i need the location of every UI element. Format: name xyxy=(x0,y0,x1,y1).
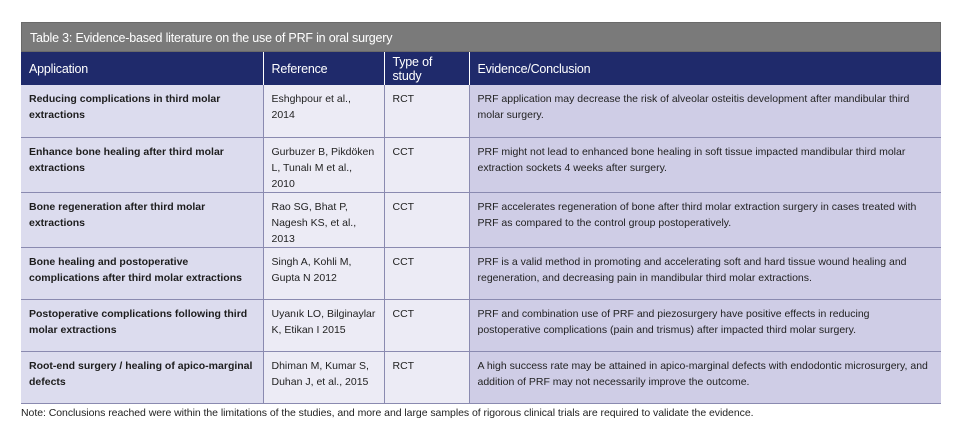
cell-evidence: A high success rate may be attained in apico-marginal defects with endodontic microsurgery, and addition of PRF may not necessarily improve the outcome. xyxy=(469,351,941,403)
table-row xyxy=(21,351,941,403)
cell-type: RCT xyxy=(384,85,469,137)
cell-type: CCT xyxy=(384,137,469,192)
cell-evidence: PRF is a valid method in promoting and accelerating soft and hard tissue wound healing and regeneration, and decreasing pain in mandibular third molar extractions. xyxy=(469,247,941,299)
cell-reference: Eshghpour et al., 2014 xyxy=(263,85,384,137)
cell-application: Reducing complications in third molar extractions xyxy=(21,85,263,137)
table-row xyxy=(21,85,941,137)
table-footnote: Note: Conclusions reached were within the limitations of the studies, and more and large samples of rigorous clinical trials are required to validate the evidence. xyxy=(21,407,754,419)
header-reference: Reference xyxy=(263,52,384,85)
cell-evidence: PRF might not lead to enhanced bone healing in soft tissue impacted mandibular third molar extraction sockets 4 weeks after surgery. xyxy=(469,137,941,192)
table-row xyxy=(21,192,941,247)
cell-evidence: PRF accelerates regeneration of bone after third molar extraction surgery in cases treated with PRF as compared to the control group postoperatively. xyxy=(469,192,941,247)
cell-reference: Singh A, Kohli M, Gupta N 2012 xyxy=(263,247,384,299)
header-application: Application xyxy=(21,52,263,85)
cell-type: CCT xyxy=(384,192,469,247)
table-header-row xyxy=(21,52,941,85)
cell-reference: Gurbuzer B, Pikdöken L, Tunalı M et al., 2010 xyxy=(263,137,384,192)
cell-reference: Dhiman M, Kumar S, Duhan J, et al., 2015 xyxy=(263,351,384,403)
cell-application: Bone healing and postoperative complications after third molar extractions xyxy=(21,247,263,299)
cell-application: Bone regeneration after third molar extractions xyxy=(21,192,263,247)
cell-application: Postoperative complications following third molar extractions xyxy=(21,299,263,351)
table-row xyxy=(21,247,941,299)
cell-type: CCT xyxy=(384,299,469,351)
cell-type: RCT xyxy=(384,351,469,403)
table-row xyxy=(21,137,941,192)
cell-reference: Uyanık LO, Bilginaylar K, Etikan I 2015 xyxy=(263,299,384,351)
cell-type: CCT xyxy=(384,247,469,299)
header-type-of-study: Type of study xyxy=(384,52,469,85)
evidence-table-container xyxy=(21,22,941,404)
cell-application: Root-end surgery / healing of apico-marginal defects xyxy=(21,351,263,403)
table-row xyxy=(21,299,941,351)
cell-evidence: PRF application may decrease the risk of alveolar osteitis development after mandibular third molar surgery. xyxy=(469,85,941,137)
cell-evidence: PRF and combination use of PRF and piezosurgery have positive effects in reducing postoperative complications (pain and trismus) after impacted third molar surgery. xyxy=(469,299,941,351)
table-caption: Table 3: Evidence-based literature on the use of PRF in oral surgery xyxy=(21,22,941,52)
cell-reference: Rao SG, Bhat P, Nagesh KS, et al., 2013 xyxy=(263,192,384,247)
header-evidence-conclusion: Evidence/Conclusion xyxy=(469,52,941,85)
evidence-table xyxy=(21,52,941,404)
cell-application: Enhance bone healing after third molar extractions xyxy=(21,137,263,192)
